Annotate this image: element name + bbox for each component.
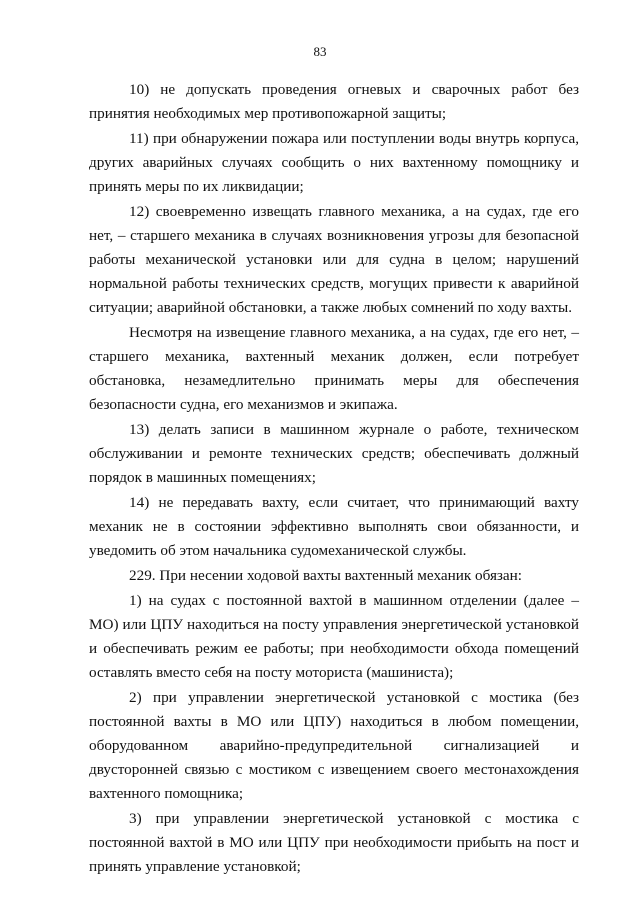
paragraph-notwithstanding: Несмотря на извещение главного механика, а на судах, где его нет, – старшего механика, вахтенный механик должен, если потребует обстановка, незамедлительно принимать меры для обеспечения безопасности судна, его механизмов и экипажа. [89,324,579,413]
paragraph-item-11: 11) при обнаружении пожара или поступлении воды внутрь корпуса, других аварийных случаях сообщить о них вахтенному помощнику и принять меры по их ликвидации; [89,130,579,195]
paragraph-229-item-2: 2) при управлении энергетической установкой с мостика (без постоянной вахты в МО или ЦПУ) находиться в любом помещении, оборудованном аварийно-предупредительной сигнализацией и двусторонней связью с мостиком с извещением своего местонахождения вахтенного помощника; [89,689,579,802]
paragraph-item-12: 12) своевременно извещать главного механика, а на судах, где его нет, – старшего механика в случаях возникновения угрозы для безопасной работы механической установки или для судна в целом; нарушений нормальной работы технических средств, могущих привести к аварийной ситуации; аварийной обстановки, а также любых сомнений по ходу вахты. [89,203,579,316]
paragraph-item-13: 13) делать записи в машинном журнале о работе, техническом обслуживании и ремонте технических средств; обеспечивать должный порядок в машинных помещениях; [89,421,579,486]
body-text [89,78,579,879]
paragraph-229-item-3: 3) при управлении энергетической установкой с мостика с постоянной вахтой в МО или ЦПУ при необходимости прибыть на пост и принять управление установкой; [89,810,579,875]
section-229-heading: 229. При несении ходовой вахты вахтенный механик обязан: [129,567,523,584]
paragraph-item-10: 10) не допускать проведения огневых и сварочных работ без принятия необходимых мер противопожарной защиты; [89,81,579,122]
paragraph-229-item-1: 1) на судах с постоянной вахтой в машинном отделении (далее – МО) или ЦПУ находиться на посту управления энергетической установкой и обеспечивать режим ее работы; при необходимости обхода помещений оставлять вместо себя на посту моториста (машиниста); [89,592,579,681]
paragraph-item-14: 14) не передавать вахту, если считает, что принимающий вахту механик не в состоянии эффективно выполнять свои обязанности, и уведомить об этом начальника судомеханической службы. [89,494,579,559]
page-number: 83 [313,44,327,59]
